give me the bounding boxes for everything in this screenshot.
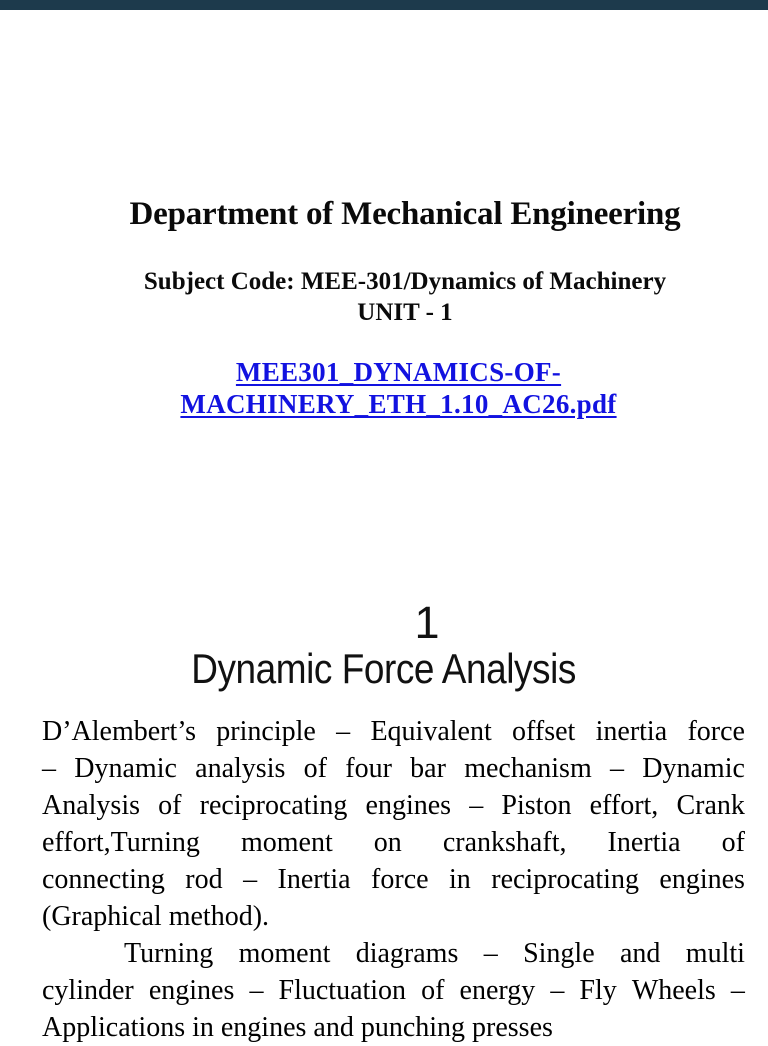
section-title-text: Dynamic Force Analysis [191, 645, 577, 692]
syllabus-paragraph-2 [42, 935, 745, 1046]
paragraph-line: Turning moment diagrams – Single and multi [124, 938, 745, 969]
paragraph-line: effort,Turning moment on crankshaft, Inertia of [42, 827, 745, 858]
paragraph-line: (Graphical method). [42, 901, 270, 932]
paragraph-line: cylinder engines – Fluctuation of energy – Fly Wheels – [42, 975, 745, 1006]
section-title [0, 645, 768, 693]
subject-code-line: Subject Code: MEE-301/Dynamics of Machinery [143, 268, 667, 295]
paragraph-line: connecting rod – Inertia force in reciprocating engines [42, 864, 745, 895]
section-number: 1 [414, 597, 440, 648]
subject-block [42, 266, 768, 328]
pdf-link[interactable]: MEE301_DYNAMICS-OF-MACHINERY_ETH_1.10_AC26.pdf [180, 357, 617, 420]
paragraph-line: D’Alembert’s principle – Equivalent offset inertia force [42, 716, 745, 747]
paragraph-line: Analysis of reciprocating engines – Piston effort, Crank [42, 790, 745, 821]
unit-line: UNIT - 1 [357, 299, 453, 326]
document-title: Department of Mechanical Engineering [129, 196, 681, 232]
paragraph-line: Applications in engines and punching presses [42, 1012, 553, 1043]
syllabus-paragraph-1 [42, 713, 745, 935]
viewer-top-bar [0, 0, 768, 10]
paragraph-line: – Dynamic analysis of four bar mechanism – Dynamic [42, 753, 745, 784]
syllabus-text [42, 713, 745, 1046]
